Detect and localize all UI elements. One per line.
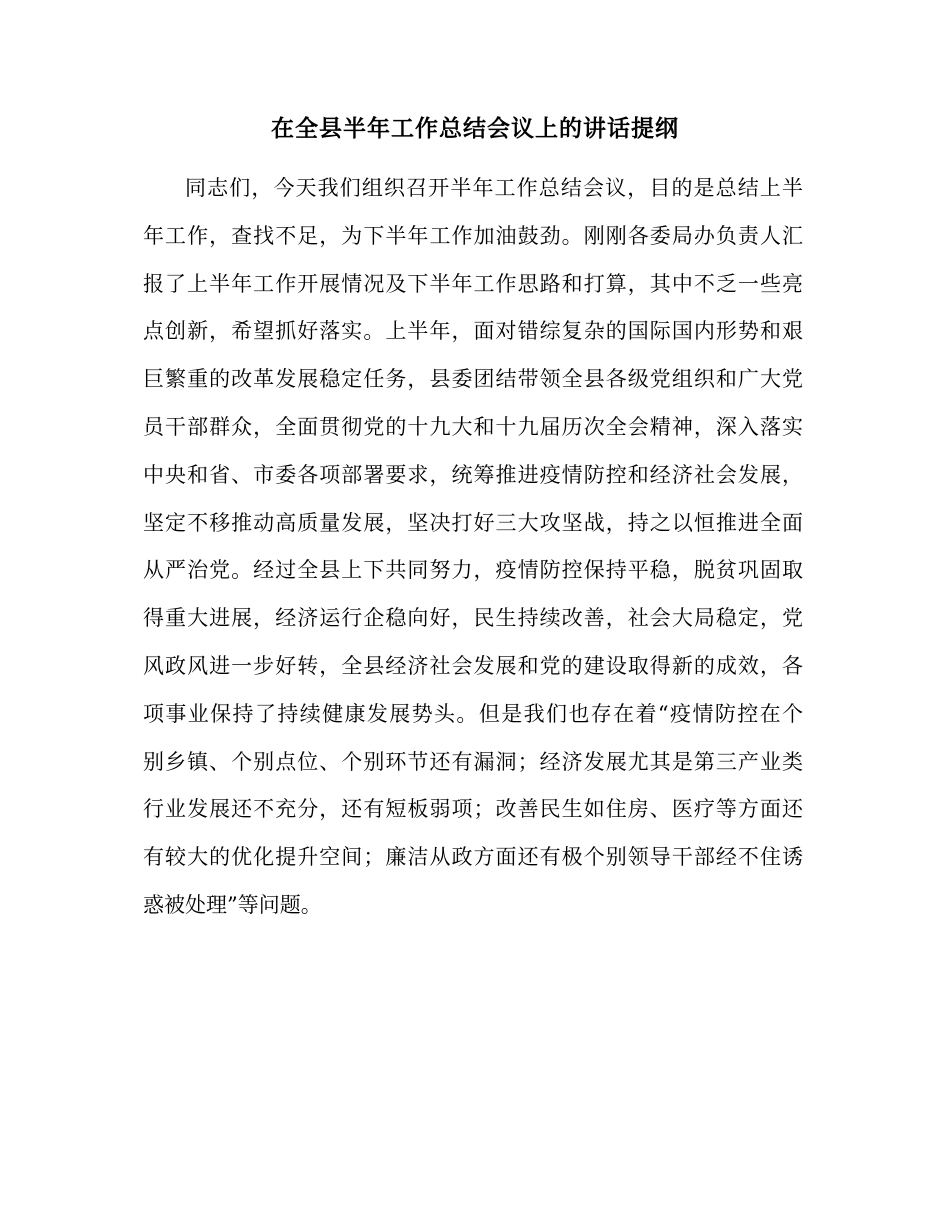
paragraph-line-5: 巨繁重的改革发展稳定任务，县委团结带领全县各级党组织和广大党: [143, 367, 803, 392]
paragraph-line-10: 得重大进展，经济运行企稳向好，民生持续改善，社会大局稳定，党: [143, 606, 803, 631]
paragraph-line-8: 坚定不移推动高质量发展，坚决打好三大攻坚战，持之以恒推进全面: [143, 510, 803, 535]
paragraph-line-9: 从严治党。经过全县上下共同努力，疫情防控保持平稳，脱贫巩固取: [143, 558, 803, 583]
document-title: 在全县半年工作总结会议上的讲话提纲: [271, 115, 679, 142]
paragraph-line-16: 惑被处理”等问题。: [143, 892, 322, 917]
paragraph-line-4: 点创新，希望抓好落实。上半年，面对错综复杂的国际国内形势和艰: [143, 319, 803, 344]
paragraph-line-6: 员干部群众，全面贯彻党的十九大和十九届历次全会精神，深入落实: [143, 414, 803, 439]
paragraph-line-7: 中央和省、市委各项部署要求，统筹推进疫情防控和经济社会发展，: [143, 462, 803, 487]
paragraph-line-15: 有较大的优化提升空间；廉洁从政方面还有极个别领导干部经不住诱: [143, 845, 803, 870]
paragraph-line-2: 年工作，查找不足，为下半年工作加油鼓劲。刚刚各委局办负责人汇: [143, 223, 803, 248]
document-paragraph: [143, 165, 803, 930]
paragraph-line-14: 行业发展还不充分，还有短板弱项；改善民生如住房、医疗等方面还: [143, 797, 803, 822]
paragraph-line-12: 项事业保持了持续健康发展势头。但是我们也存在着“疫情防控在个: [143, 701, 803, 726]
paragraph-line-1: 同志们，今天我们组织召开半年工作总结会议，目的是总结上半: [185, 176, 803, 200]
paragraph-line-13: 别乡镇、个别点位、个别环节还有漏洞；经济发展尤其是第三产业类: [143, 749, 803, 774]
paragraph-line-3: 报了上半年工作开展情况及下半年工作思路和打算，其中不乏一些亮: [143, 271, 803, 296]
paragraph-line-11: 风政风进一步好转，全县经济社会发展和党的建设取得新的成效，各: [143, 653, 803, 678]
